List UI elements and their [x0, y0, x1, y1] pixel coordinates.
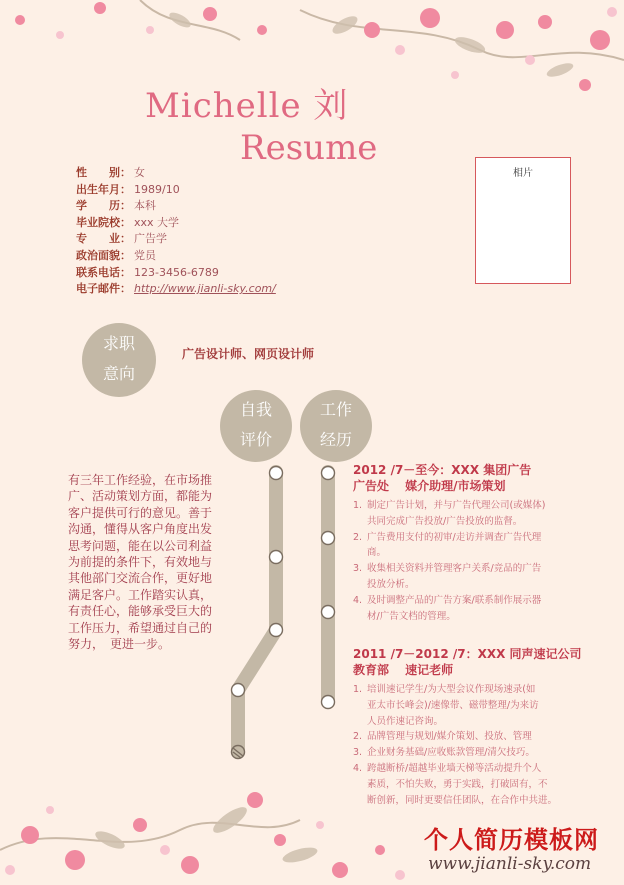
- info-label: 电子邮件：: [76, 282, 131, 296]
- badge-text: 工作: [319, 400, 352, 419]
- info-row: [76, 215, 276, 232]
- resume-title: Resume: [240, 128, 378, 168]
- duty-item: 1. 制定广告计划，并与广告代理公司(或媒体): [353, 500, 546, 511]
- self-eval-line: 为前提的条件下，有效地与: [68, 555, 213, 570]
- badge-text: 经历: [319, 430, 352, 449]
- duty-item: 共同完成广告投放/广告投放的监督。: [367, 515, 523, 527]
- duty-item: 4. 跨越断桥/超越毕业墙天梯等活动提升个人: [353, 762, 542, 774]
- duty-item: 商。: [367, 547, 387, 559]
- badge-text: 评价: [239, 430, 272, 449]
- candidate-name: Michelle 刘: [145, 86, 349, 126]
- info-row: [76, 281, 276, 298]
- info-row: [76, 248, 276, 265]
- duty-item: 断创新，同时更要信任团队，在合作中共进。: [367, 794, 558, 806]
- info-row: [76, 231, 276, 248]
- badge-text: 意向: [102, 364, 135, 383]
- self-eval-line: 工作压力，希望通过自己的: [68, 620, 213, 635]
- info-label: 专 业：: [76, 232, 131, 246]
- duty-item: 3. 企业财务基础/应收账款管理/清欠技巧。: [353, 747, 535, 759]
- experience-position: 教育部 速记老师: [353, 663, 454, 677]
- info-label: 联系电话：: [76, 265, 131, 279]
- info-label: 毕业院校：: [76, 215, 131, 229]
- personal-info: [76, 165, 276, 298]
- info-value: 1989/10: [134, 182, 180, 196]
- photo-label: 相片: [513, 168, 533, 179]
- badge-text: 自我: [239, 400, 272, 419]
- info-value: 女: [134, 166, 145, 179]
- self-eval-line: 努力， 更进一步。: [68, 637, 171, 652]
- duty-item: 亚太市长峰会)/速像带、磁带整理/为来访: [367, 699, 539, 711]
- watermark-url: www.jianli-sky.com: [428, 854, 592, 874]
- duty-item: 2. 品牌管理与规划/媒介策划、投放、管理: [353, 731, 532, 743]
- self-eval-line: 有三年工作经验，在市场推: [68, 473, 213, 487]
- self-eval-line: 客户提供可行的意见。善于: [68, 505, 213, 520]
- info-value: 广告学: [134, 232, 167, 246]
- self-eval-line: 广、活动策划方面，都能为: [68, 489, 213, 504]
- experience-period: 2012 /7－至今：XXX 集团广告: [353, 463, 532, 477]
- job-intent-text: 广告设计师、网页设计师: [182, 347, 315, 361]
- self-eval-line: 沟通，懂得从客户角度出发: [68, 522, 213, 537]
- self-eval-line: 满足客户。工作踏实认真，: [68, 587, 213, 602]
- info-label: 出生年月：: [76, 182, 131, 196]
- duty-item: 2. 广告费用支付的初审/走访并调查广告代理: [353, 531, 542, 543]
- job-intent-badge: [82, 323, 156, 397]
- duty-item: 人员作速记咨询。: [367, 715, 444, 727]
- badge-text: 求职: [102, 334, 135, 353]
- duty-list: [353, 498, 588, 624]
- info-row: [76, 265, 276, 282]
- info-row: [76, 198, 276, 215]
- email-link[interactable]: http://www.jianli-sky.com/: [134, 282, 276, 296]
- self-eval-badge: [220, 390, 292, 462]
- info-value: 本科: [134, 199, 156, 213]
- self-eval-line: 其他部门交流合作，更好地: [68, 571, 213, 586]
- info-row: [76, 165, 276, 182]
- info-value: xxx 大学: [134, 215, 180, 229]
- self-evaluation: [68, 472, 224, 652]
- duty-item: 素质，不怕失败，勇于实践，打破固有，不: [367, 778, 548, 790]
- duty-item: 4. 及时调整产品的广告方案/联系制作展示器: [353, 594, 542, 606]
- info-label: 政治面貌：: [76, 248, 131, 262]
- experience-entry-1: [353, 462, 588, 624]
- watermark-title: 个人简历模板网: [424, 826, 599, 854]
- self-eval-line: 思考问题，能在以公司利益: [68, 538, 213, 553]
- photo-placeholder: [475, 157, 571, 284]
- duty-item: 材/广告文档的管理。: [367, 610, 456, 622]
- duty-item: 投放分析。: [367, 578, 415, 590]
- info-value: 党员: [134, 248, 156, 262]
- info-label: 学 历：: [76, 199, 131, 213]
- duty-item: 3. 收集相关资料并管理客户关系/竞品的广告: [353, 563, 542, 575]
- experience-position: 广告处 媒介助理/市场策划: [353, 479, 506, 493]
- work-exp-badge: [300, 390, 372, 462]
- experience-period: 2011 /7－2012 /7：XXX 同声速记公司: [353, 647, 582, 661]
- timeline-graphic: [225, 462, 345, 762]
- info-value: 123-3456-6789: [134, 265, 219, 279]
- duty-item: 1. 培训速记学生/为大型会议作现场速录(如: [353, 684, 536, 695]
- self-eval-line: 有责任心，能够承受巨大的: [68, 604, 213, 619]
- info-row: [76, 182, 276, 199]
- info-label: 性 别：: [76, 166, 131, 179]
